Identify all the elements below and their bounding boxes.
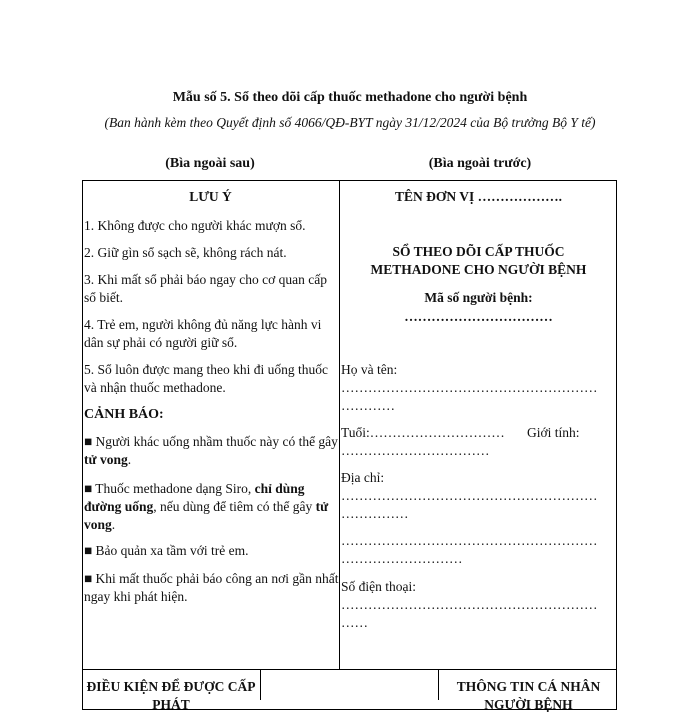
bottom-row-divider bbox=[260, 669, 261, 700]
book-title-line-1: SỔ THEO DÕI CẤP THUỐC bbox=[392, 244, 565, 259]
phone-label: Số điện thoại: bbox=[341, 579, 416, 594]
warning-item: ■ Bảo quản xa tầm với trẻ em. bbox=[84, 543, 249, 558]
warning-heading: CẢNH BÁO: bbox=[84, 407, 164, 422]
document-title: Mẫu số 5. Sổ theo dõi cấp thuốc methadone cho người bệnh bbox=[172, 90, 528, 105]
age-label: Tuổi:………………………… bbox=[341, 425, 505, 440]
document-subtitle: (Ban hành kèm theo Quyết định số 4066/QĐ-BYT ngày 31/12/2024 của Bộ trưởng Bộ Y tế) bbox=[104, 115, 596, 130]
note-item: 1. Không được cho người khác mượn sổ. bbox=[84, 218, 306, 233]
warning-item: ■ Người khác uống nhầm thuốc này có thể gây tử vong. bbox=[84, 434, 338, 467]
gender-label: Giới tính: bbox=[527, 425, 580, 440]
phone-dots: …… bbox=[341, 615, 368, 630]
name-dots: ………… bbox=[341, 398, 395, 413]
patient-code-label: Mã số người bệnh: bbox=[424, 290, 533, 305]
address-label: Địa chỉ: bbox=[341, 470, 385, 485]
note-item: 3. Khi mất sổ phải báo ngay cho cơ quan cấp sổ biết. bbox=[84, 272, 327, 305]
address-dots: ………………………………………………… bbox=[341, 533, 598, 548]
front-cover-label: (Bìa ngoài trước) bbox=[428, 156, 532, 171]
address-dots: …………… bbox=[341, 506, 409, 521]
note-item: 4. Trẻ em, người không đủ năng lực hành vi dân sự phải có người giữ sổ. bbox=[84, 317, 322, 350]
note-item: 2. Giữ gìn sổ sạch sẽ, không rách nát. bbox=[84, 245, 287, 260]
name-label: Họ và tên: bbox=[341, 362, 398, 377]
unit-name-label: TÊN ĐƠN VỊ ………………. bbox=[394, 189, 563, 204]
note-item: 5. Sổ luôn được mang theo khi đi uống thuốc và nhận thuốc methadone. bbox=[84, 362, 328, 395]
bottom-row-divider bbox=[438, 669, 439, 700]
address-dots: ………………………………………………… bbox=[341, 488, 598, 503]
notes-heading: LƯU Ý bbox=[189, 189, 232, 204]
bottom-row-border bbox=[82, 669, 617, 670]
name-dots: ………………………………………………… bbox=[341, 380, 598, 395]
gender-dots: …………………………… bbox=[341, 443, 490, 458]
patient-info-heading: THÔNG TIN CÁ NHÂN NGƯỜI BỆNH bbox=[456, 679, 601, 712]
back-cover-label: (Bìa ngoài sau) bbox=[165, 156, 255, 171]
patient-code-dots: …………………………… bbox=[404, 309, 553, 324]
book-title-line-2: METHADONE CHO NGƯỜI BỆNH bbox=[370, 262, 587, 277]
warning-item: ■ Thuốc methadone dạng Siro, chỉ dùng đường uống, nếu dùng để tiêm có thể gây tử vong. bbox=[84, 481, 329, 532]
address-dots: ……………………… bbox=[341, 551, 463, 566]
issuance-conditions-heading: ĐIỀU KIỆN ĐỂ ĐƯỢC CẤP PHÁT bbox=[86, 679, 256, 712]
phone-dots: ………………………………………………… bbox=[341, 597, 598, 612]
warning-item: ■ Khi mất thuốc phải báo công an nơi gần nhất ngay khi phát hiện. bbox=[84, 571, 339, 604]
